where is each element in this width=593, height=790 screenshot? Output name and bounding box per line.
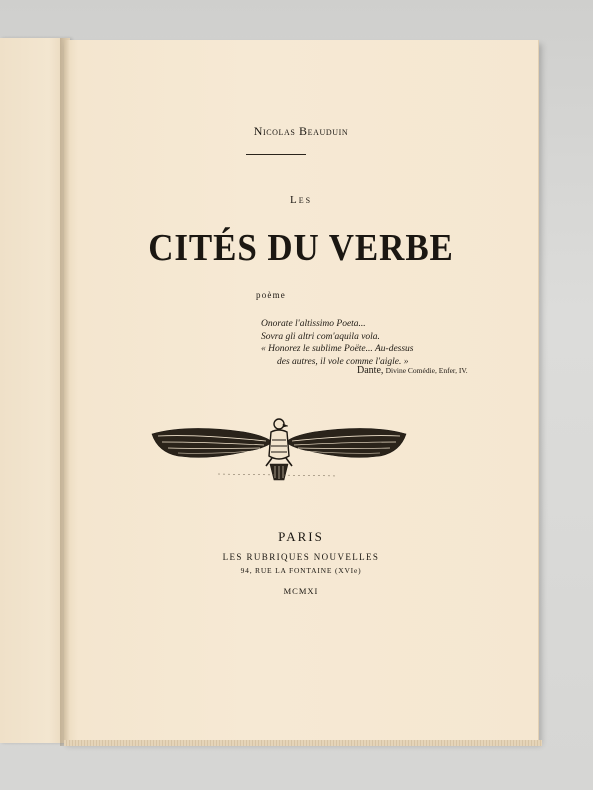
epigraph-line-2: Sovra gli altri com'aquila vola.: [261, 331, 380, 342]
epigraph-line-4: des autres, il vole comme l'aigle. »: [277, 356, 409, 367]
title-article: Les: [289, 194, 313, 206]
epigraph: [261, 318, 461, 368]
epigraph-attribution: [357, 365, 468, 376]
author-name: Nicolas Beauduin: [253, 124, 349, 138]
book-gutter: [60, 38, 70, 746]
publisher-address: 94, RUE LA FONTAINE (XVIe): [240, 566, 362, 575]
epigraph-source: Divine Comédie, Enfer, IV.: [385, 366, 468, 375]
book-title: CITÉS DU VERBE: [148, 227, 454, 269]
divider-rule: [246, 154, 306, 155]
page-edges: [64, 740, 542, 746]
title-page: [64, 40, 539, 742]
publisher-name: LES RUBRIQUES NOUVELLES: [222, 552, 380, 562]
epigraph-line-3: « Honorez le sublime Poëte... Au-dessus: [261, 344, 414, 354]
publication-city: PARIS: [278, 529, 324, 544]
eagle-icon: [148, 412, 410, 492]
epigraph-author: Dante,: [357, 365, 384, 376]
publication-year: MCMXI: [283, 586, 319, 596]
epigraph-line-1: Onorate l'altissimo Poeta...: [261, 319, 366, 329]
subtitle: poème: [256, 290, 286, 300]
